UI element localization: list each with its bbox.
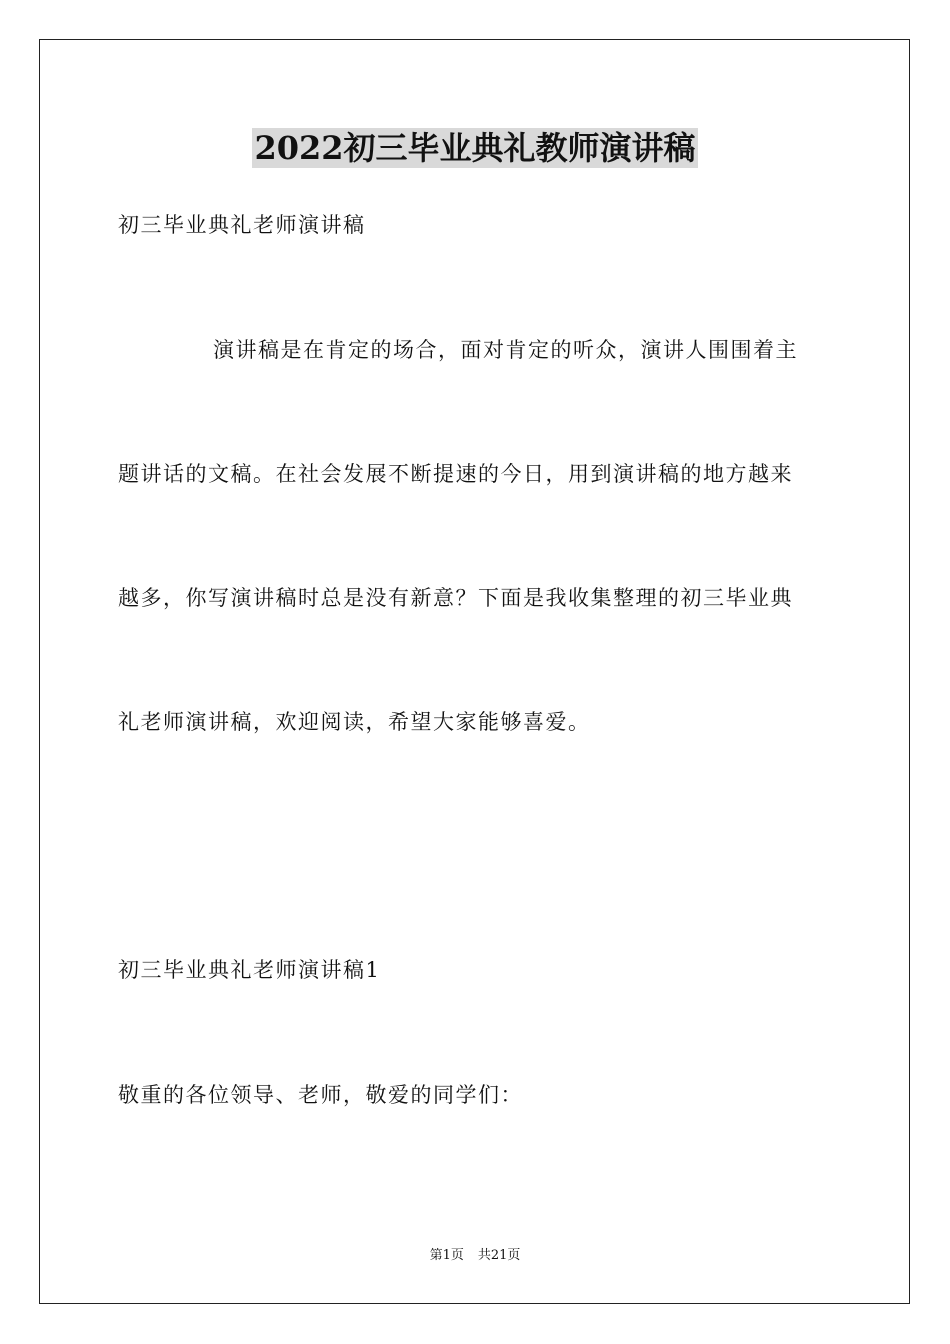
intro-line-2: 题讲话的文稿。在社会发展不断提速的今日，用到演讲稿的地方越来 [118, 462, 793, 486]
intro-line-1: 演讲稿是在肯定的场合，面对肯定的听众，演讲人围围着主 [213, 338, 798, 362]
salutation: 敬重的各位领导、老师，敬爱的同学们： [118, 1083, 523, 1107]
document-subtitle: 初三毕业典礼老师演讲稿 [118, 213, 366, 237]
section-heading: 初三毕业典礼老师演讲稿1 [118, 958, 381, 982]
page-number: 第1页 [429, 1248, 464, 1263]
document-title: 2022初三毕业典礼教师演讲稿 [254, 129, 696, 167]
page-total: 共21页 [477, 1248, 521, 1263]
document-title-wrapper [0, 128, 950, 168]
intro-line-4: 礼老师演讲稿，欢迎阅读，希望大家能够喜爱。 [118, 710, 591, 734]
intro-line-3: 越多，你写演讲稿时总是没有新意？下面是我收集整理的初三毕业典 [118, 586, 793, 610]
page-footer [0, 1247, 950, 1265]
